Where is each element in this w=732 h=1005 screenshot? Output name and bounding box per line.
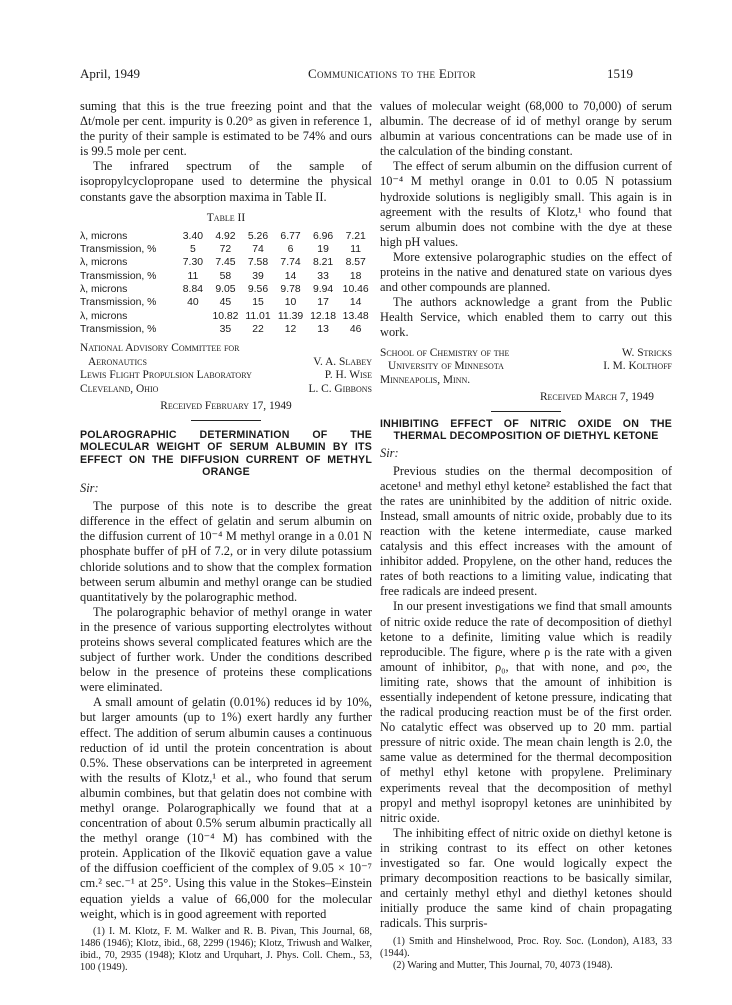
table-cell: 6.77 — [280, 230, 301, 242]
table-cell: 8.21 — [312, 257, 334, 269]
table-row — [80, 256, 372, 269]
table-row — [80, 270, 372, 283]
left-column — [80, 99, 372, 975]
table-cell: 7.21 — [345, 230, 366, 242]
table-cell: 18 — [349, 270, 362, 282]
row-label: Transmission, % — [80, 244, 157, 256]
table-cell: 72 — [219, 244, 232, 256]
table-cell: 7.30 — [182, 257, 204, 269]
header-section-title: Communications to the Editor — [308, 66, 476, 81]
table-cell: 19 — [317, 244, 329, 256]
table-cell — [177, 310, 210, 323]
author-block — [380, 347, 672, 406]
table-cell: 39 — [252, 270, 264, 282]
table-row — [80, 243, 372, 256]
paragraph: More extensive polarographic studies on the effect of proteins in the native and denatured state on various dyes and other compounds are planned. — [380, 249, 672, 295]
section-divider — [491, 411, 561, 412]
table-cell: 45 — [219, 297, 232, 309]
paragraph: The purpose of this note is to describe the great difference in the effect of gelatin and serum albumin on the diffusion current of 10⁻⁴ M methyl orange in a 0.01 N phosphate buffer of pH of 7.2, or in very dilute potassium chloride solutions and to show that the complex formation between serum albumin and methyl orange can be studied quantitatively by the polarographic method. — [80, 499, 372, 604]
footnotes — [80, 926, 372, 975]
table-cell: 5 — [190, 244, 196, 256]
table-cell: 15 — [252, 297, 264, 309]
table-cell: 3.40 — [182, 230, 204, 242]
table-cell: 13.48 — [342, 310, 369, 322]
affiliation-line: Aeronautics — [88, 355, 147, 368]
footnote: (2) Waring and Mutter, This Journal, 70, 4073 (1948). — [393, 959, 613, 971]
table-cell: 11.39 — [277, 310, 304, 322]
table-cell: 7.74 — [280, 257, 301, 269]
row-label: λ, microns — [80, 257, 128, 269]
table-row — [80, 296, 372, 309]
paragraph: The inhibiting effect of nitric oxide on diethyl ketone is in striking contrast to its effect on other ketones investigated so far. One would logically expect the primary decomposition reactions to be basically similar, and certainly methyl ethyl and diethyl ketones should initially produce the same kind of chain propagating radicals. This surpris- — [380, 825, 672, 931]
row-label: λ, microns — [80, 310, 128, 322]
paragraph: The effect of serum albumin on the diffusion current of 10⁻⁴ M methyl orange in 0.01 to 0.05 N potassium hydroxide solutions is negligibly small. This again is in agreement with the results of Klotz,¹ who found that serum albumin does not combine with the dye at these high pH values. — [380, 159, 672, 249]
table-cell: 74 — [252, 244, 264, 256]
table-cell: 9.56 — [247, 283, 269, 295]
article-title: INHIBITING EFFECT OF NITRIC OXIDE ON THE THERMAL DECOMPOSITION OF DIETHYL KETONE — [380, 418, 672, 443]
footnote: (1) Smith and Hinshelwood, Proc. Roy. Soc. (London), A183, 33 (1944). — [380, 935, 672, 959]
header-page-number: 1519 — [607, 66, 633, 81]
table-cell: 9.78 — [280, 283, 301, 295]
article-title: POLAROGRAPHIC DETERMINATION OF THE MOLECULAR WEIGHT OF SERUM ALBUMIN BY ITS EFFECT ON THE DIFFUSION CURRENT OF METHYL ORANGE — [80, 429, 372, 478]
table-cell: 9.94 — [312, 283, 334, 295]
row-label: λ, microns — [80, 230, 128, 242]
table-cell: 13 — [317, 323, 329, 335]
table-cell: 8.84 — [182, 283, 204, 295]
paragraph: The infrared spectrum of the sample of isopropylcyclopropane used to determine the physical constants gave the absorption maxima in Table II. — [80, 159, 372, 204]
table-cell — [177, 323, 210, 336]
author-name: W. Stricks — [621, 346, 672, 359]
paragraph: In our present investigations we find that small amounts of nitric oxide reduce the rate of decomposition of diethyl ketone to a definite, limiting value which is readily reproducible. The figure, where ρ is the rate with a given amount of inhibitor, ρ₀, that with none, and ρ∞, the limiting rate, shows that the amount of inhibition is essentially independent of ketone pressure, indicating that the radical producing reaction must be of the first order. No catalytic effect was observed up to 20 mm. partial pressure of nitric oxide. The mean chain length is 2.0, the same value as determined for the thermal decomposition of methyl ethyl ketone with propylene. Preliminary experiments reveal that the decomposition of methyl propyl and methyl isopropyl ketones are uninhibited by nitric oxide. — [380, 599, 672, 825]
affiliation-line: Minneapolis, Minn. — [380, 373, 471, 386]
section-divider — [191, 420, 261, 421]
table-cell: 12.18 — [310, 310, 337, 322]
affiliation-line: School of Chemistry of the — [380, 346, 510, 359]
table-cell: 10 — [284, 297, 297, 309]
author-name: V. A. Slabey — [313, 355, 372, 368]
row-label: Transmission, % — [80, 270, 157, 282]
table-cell: 22 — [252, 323, 264, 335]
table-cell: 17 — [317, 297, 329, 309]
header-date: April, 1949 — [80, 66, 140, 81]
table-cell: 6 — [287, 244, 294, 256]
table-cell: 35 — [219, 323, 232, 335]
table-cell: 6.96 — [312, 230, 334, 242]
affiliation-line: Cleveland, Ohio — [80, 382, 159, 395]
table-cell: 4.92 — [215, 230, 236, 242]
table-cell: 10.82 — [212, 310, 239, 322]
table-cell: 58 — [219, 270, 232, 282]
row-label: Transmission, % — [80, 323, 157, 335]
table-row — [80, 323, 372, 336]
salutation: Sir: — [80, 481, 99, 496]
author-name: P. H. Wise — [324, 369, 372, 382]
table-row — [80, 310, 372, 323]
paragraph: The authors acknowledge a grant from the Public Health Service, which enabled them to carry out this work. — [380, 295, 672, 340]
table-cell: 10.46 — [342, 283, 369, 295]
right-column — [380, 99, 672, 972]
table-cell: 11 — [350, 244, 362, 256]
paragraph: Previous studies on the thermal decomposition of acetone¹ and methyl ethyl ketone² established the fact that the rates are uninhibited by the addition of nitric oxide. Instead, small amounts of nitric oxide, probably due to its reaction with the ketene intermediate, cause marked catalysis and this effect increases with the amount of inhibitor added. Propylene, on the other hand, reduces the rates of both reactions to a limiting value, indicating that free radicals are indeed present. — [380, 463, 672, 599]
footnote: (1) I. M. Klotz, F. M. Walker and R. B. Pivan, This Journal, 68, 1486 (1946); Klotz, ibid., 68, 2299 (1946); Klotz, Triwush and Walker, ibid., 70, 2935 (1948); Klotz and Urquhart, J. Phys. Coll. Chem., 53, 100 (1949). — [80, 925, 372, 974]
row-label: Transmission, % — [80, 297, 157, 309]
table-cell: 33 — [317, 270, 329, 282]
table-cell: 8.57 — [345, 257, 366, 269]
affiliation-line: National Advisory Committee for — [80, 342, 240, 355]
row-label: λ, microns — [80, 283, 128, 295]
paragraph: A small amount of gelatin (0.01%) reduces id by 10%, but larger amounts (up to 1%) exert hardly any further effect. The addition of serum albumin causes a continuous reduction of id until the protein concentration is about 0.5%. These observations can be interpreted in agreement with the results of Klotz,¹ et al., who found that serum albumin combines, but that gelatin does not combine with methyl orange. Polarographically we found that at a concentration of about 0.5% serum albumin practically all the methyl orange (10⁻⁴ M) has combined with the protein. Application of the Ilkovič equation gave a value of the diffusion coefficient of the complex of 9.05 × 10⁻⁷ cm.² sec.⁻¹ at 25°. Using this value in the Stokes–Einstein equation yields a value of 66,000 for the molecular weight, which is in good agreement with reported — [80, 695, 372, 921]
table-cell: 12 — [284, 323, 297, 335]
table-cell: 14 — [349, 297, 362, 309]
received-date: Received February 17, 1949 — [160, 400, 292, 413]
table-cell: 7.58 — [247, 257, 269, 269]
received-date: Received March 7, 1949 — [539, 391, 654, 403]
table-cell: 14 — [284, 270, 297, 282]
paragraph: suming that this is the true freezing point and that the Δt/mole per cent. impurity is 0.20° as given in reference 1, the purity of their sample is estimated to be 74% and ours is 99.5 mole per cent. — [80, 99, 372, 159]
affiliation-line: Lewis Flight Propulsion Laboratory — [80, 369, 252, 382]
author-block — [80, 342, 372, 414]
table-cell: 11.01 — [245, 310, 271, 322]
table-cell: 40 — [187, 297, 199, 309]
salutation: Sir: — [380, 445, 399, 460]
author-name: L. C. Gibbons — [308, 382, 372, 395]
table-row — [80, 230, 372, 243]
paragraph: The polarographic behavior of methyl orange in water in the presence of various supporting electrolytes without proteins shows several complicated features which are the subject of further work. Under the conditions described below in the presence of proteins these complications were eliminated. — [80, 604, 372, 695]
table-caption: Table II — [206, 211, 246, 224]
table-cell: 11 — [187, 270, 199, 282]
absorption-maxima-table — [80, 230, 372, 336]
table-cell: 9.05 — [215, 283, 236, 295]
table-row — [80, 283, 372, 296]
table-cell: 5.26 — [247, 230, 269, 242]
table-cell: 46 — [349, 323, 362, 335]
table-cell: 7.45 — [215, 257, 236, 269]
paragraph: values of molecular weight (68,000 to 70,000) of serum albumin. The decrease of id of methyl orange by serum albumin at various concentrations can be made use of in the calculation of the binding constant. — [380, 99, 672, 159]
affiliation-line: University of Minnesota — [388, 360, 504, 372]
author-name: I. M. Kolthoff — [603, 360, 672, 372]
footnotes — [380, 936, 672, 973]
